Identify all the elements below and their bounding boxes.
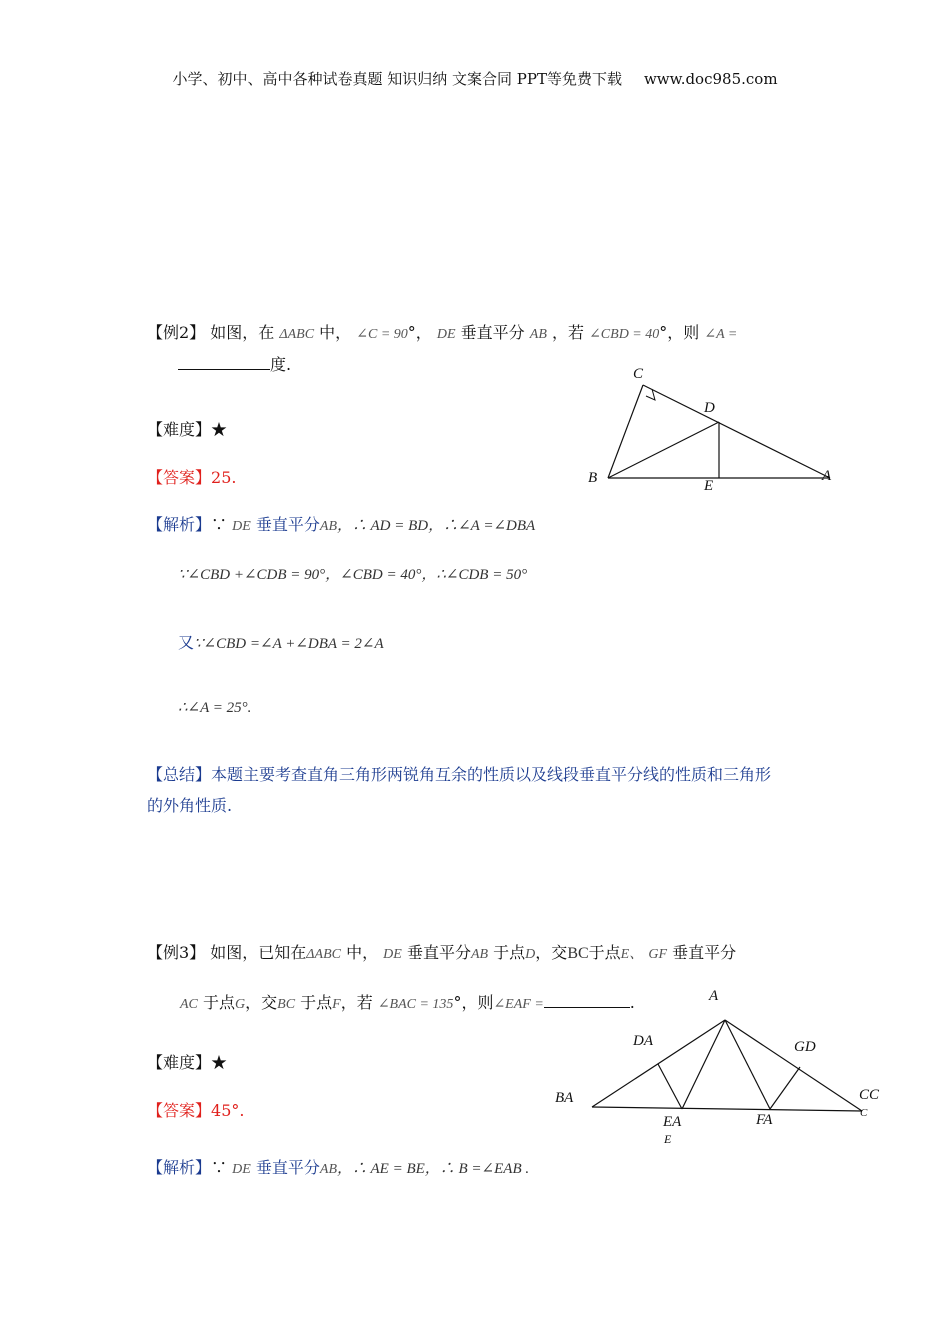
ex3-text: . [629, 993, 635, 1012]
label-fa: FA [756, 1112, 773, 1128]
ex2-text: °， [407, 323, 432, 342]
ex3-text: 如图，已知在 [210, 943, 307, 962]
ex3-de: DE [383, 947, 402, 962]
ex3-text: ，交 [245, 993, 278, 1012]
ex2-text: 垂直平分 [460, 323, 525, 342]
analysis-math: ，∴ AE = BE，∴ B =∠EAB . [337, 1161, 530, 1177]
ex2-analysis-line2: ∵∠CBD +∠CDB = 90°，∠CBD = 40°，∴∠CDB = 50° [178, 567, 528, 583]
ex3-answer [147, 1098, 244, 1121]
ex3-text: ，若 [340, 993, 373, 1012]
analysis-text: 垂直平分 [255, 515, 320, 534]
segment-bc [592, 1107, 862, 1111]
answer-value: 45°. [211, 1101, 245, 1120]
answer-value: 25. [211, 468, 237, 487]
ex3-text: 于点 [300, 993, 333, 1012]
ex2-ask: ∠A = [704, 327, 738, 342]
difficulty-star: ★ [211, 420, 228, 439]
header-text: 小学、初中、高中各种试卷真题 知识归纳 文案合同 PPT等免费下载 [172, 70, 622, 88]
difficulty-tag: 【难度】 [147, 420, 212, 439]
ex2-condition: ∠CBD = 40 [589, 327, 660, 342]
ex2-summary-line2: 的外角性质. [147, 796, 233, 815]
ex2-text: 度. [270, 355, 292, 374]
ex3-text: 于点 [493, 943, 526, 962]
analysis-text: 垂直平分 [255, 1158, 320, 1177]
label-c: C [633, 366, 644, 382]
label-d: D [704, 400, 715, 416]
ex3-text: 于点 [588, 943, 621, 962]
ex3-text: ，交 [535, 943, 568, 962]
ex3-ask: ∠EAF = [493, 997, 544, 1012]
difficulty-star: ★ [211, 1053, 228, 1072]
summary-tag: 【总结】 [147, 765, 212, 784]
ex3-ab: AB [470, 947, 489, 962]
ex2-de: DE [436, 327, 456, 342]
answer-blank [178, 355, 270, 370]
ex3-f: F [332, 997, 341, 1012]
analysis-math: DE [232, 1162, 251, 1177]
because-symbol: ∵ [211, 1158, 228, 1177]
page-header [0, 68, 950, 89]
analysis-math: AB [319, 1162, 338, 1177]
ex3-ac: AC [180, 997, 198, 1012]
label-a: A [709, 988, 719, 1004]
ex2-analysis-line1 [147, 512, 535, 535]
analysis-math: DE [232, 519, 251, 534]
label-e: E [704, 478, 714, 494]
label-c: C [860, 1107, 868, 1119]
label-ea: EA [663, 1114, 682, 1130]
ex3-difficulty [147, 1050, 227, 1073]
label-da: DA [633, 1033, 653, 1049]
ex2-summary-line1 [147, 762, 771, 785]
analysis-text: 又 [178, 633, 195, 652]
segment-af [725, 1020, 770, 1109]
summary-text: 本题主要考查直角三角形两锐角互余的性质以及线段垂直平分线的性质和三角形 [211, 765, 772, 784]
segment-bc [608, 385, 643, 478]
ex3-d: D [525, 947, 536, 962]
header-site: www.doc985.com [643, 70, 778, 88]
ex3-tag: 【例3】 [147, 943, 206, 962]
ex2-text: ，若 [551, 323, 584, 342]
segment-gf [770, 1067, 800, 1109]
ex2-question-line2 [178, 352, 291, 375]
ex3-text: 垂直平分 [672, 943, 737, 962]
label-cc: CC [859, 1087, 880, 1103]
ex3-gf: GF [648, 947, 667, 962]
ex2-tag: 【例2】 [147, 323, 206, 342]
ex2-condition: ∠C = 90 [356, 327, 408, 342]
ex3-bc: BC [567, 945, 589, 962]
ex3-question-line1 [147, 940, 736, 963]
ex3-condition: ∠BAC = 135 [377, 997, 454, 1012]
segment-ac [725, 1020, 862, 1111]
analysis-math: ，∴ AD = BD，∴∠A =∠DBA [337, 518, 536, 534]
ex2-figure [580, 360, 850, 495]
ex2-text: °，则 [659, 323, 700, 342]
ex2-answer [147, 465, 236, 488]
label-b: B [588, 470, 598, 486]
ex2-question-line1 [147, 320, 737, 343]
ex3-figure [550, 985, 890, 1145]
ex3-analysis-line1 [147, 1155, 529, 1178]
analysis-tag: 【解析】 [147, 515, 212, 534]
ex3-triangle: ΔABC [306, 947, 341, 962]
because-symbol: ∵ [211, 515, 228, 534]
label-e: E [664, 1132, 672, 1145]
answer-tag: 【答案】 [147, 1101, 212, 1120]
segment-de [658, 1064, 682, 1109]
ex2-text: 中， [319, 323, 352, 342]
analysis-math: ∵∠CBD =∠A +∠DBA = 2∠A [194, 636, 384, 652]
answer-tag: 【答案】 [147, 468, 212, 487]
ex2-text: 如图，在 [210, 323, 275, 342]
segment-bd [608, 422, 719, 478]
analysis-tag: 【解析】 [147, 1158, 212, 1177]
label-ba: BA [555, 1090, 574, 1106]
ex3-bc2: BC [277, 997, 296, 1012]
label-a: A [822, 468, 832, 484]
ex3-text: °，则 [453, 993, 494, 1012]
analysis-math: AB [319, 519, 338, 534]
ex3-text: 中， [346, 943, 379, 962]
ex3-text: 垂直平分 [406, 943, 471, 962]
segment-ab [592, 1020, 725, 1107]
ex2-analysis-line4: ∴∠A = 25°. [178, 700, 252, 716]
label-gd: GD [794, 1039, 816, 1055]
ex2-difficulty [147, 417, 227, 440]
ex2-triangle: ΔABC [279, 327, 315, 342]
ex3-e: E、 [620, 947, 644, 962]
ex2-ab: AB [529, 327, 547, 342]
segment-ca [643, 385, 830, 478]
ex2-analysis-line3 [178, 630, 384, 653]
difficulty-tag: 【难度】 [147, 1053, 212, 1072]
ex3-g: G [235, 997, 246, 1012]
ex3-text: 于点 [202, 993, 235, 1012]
